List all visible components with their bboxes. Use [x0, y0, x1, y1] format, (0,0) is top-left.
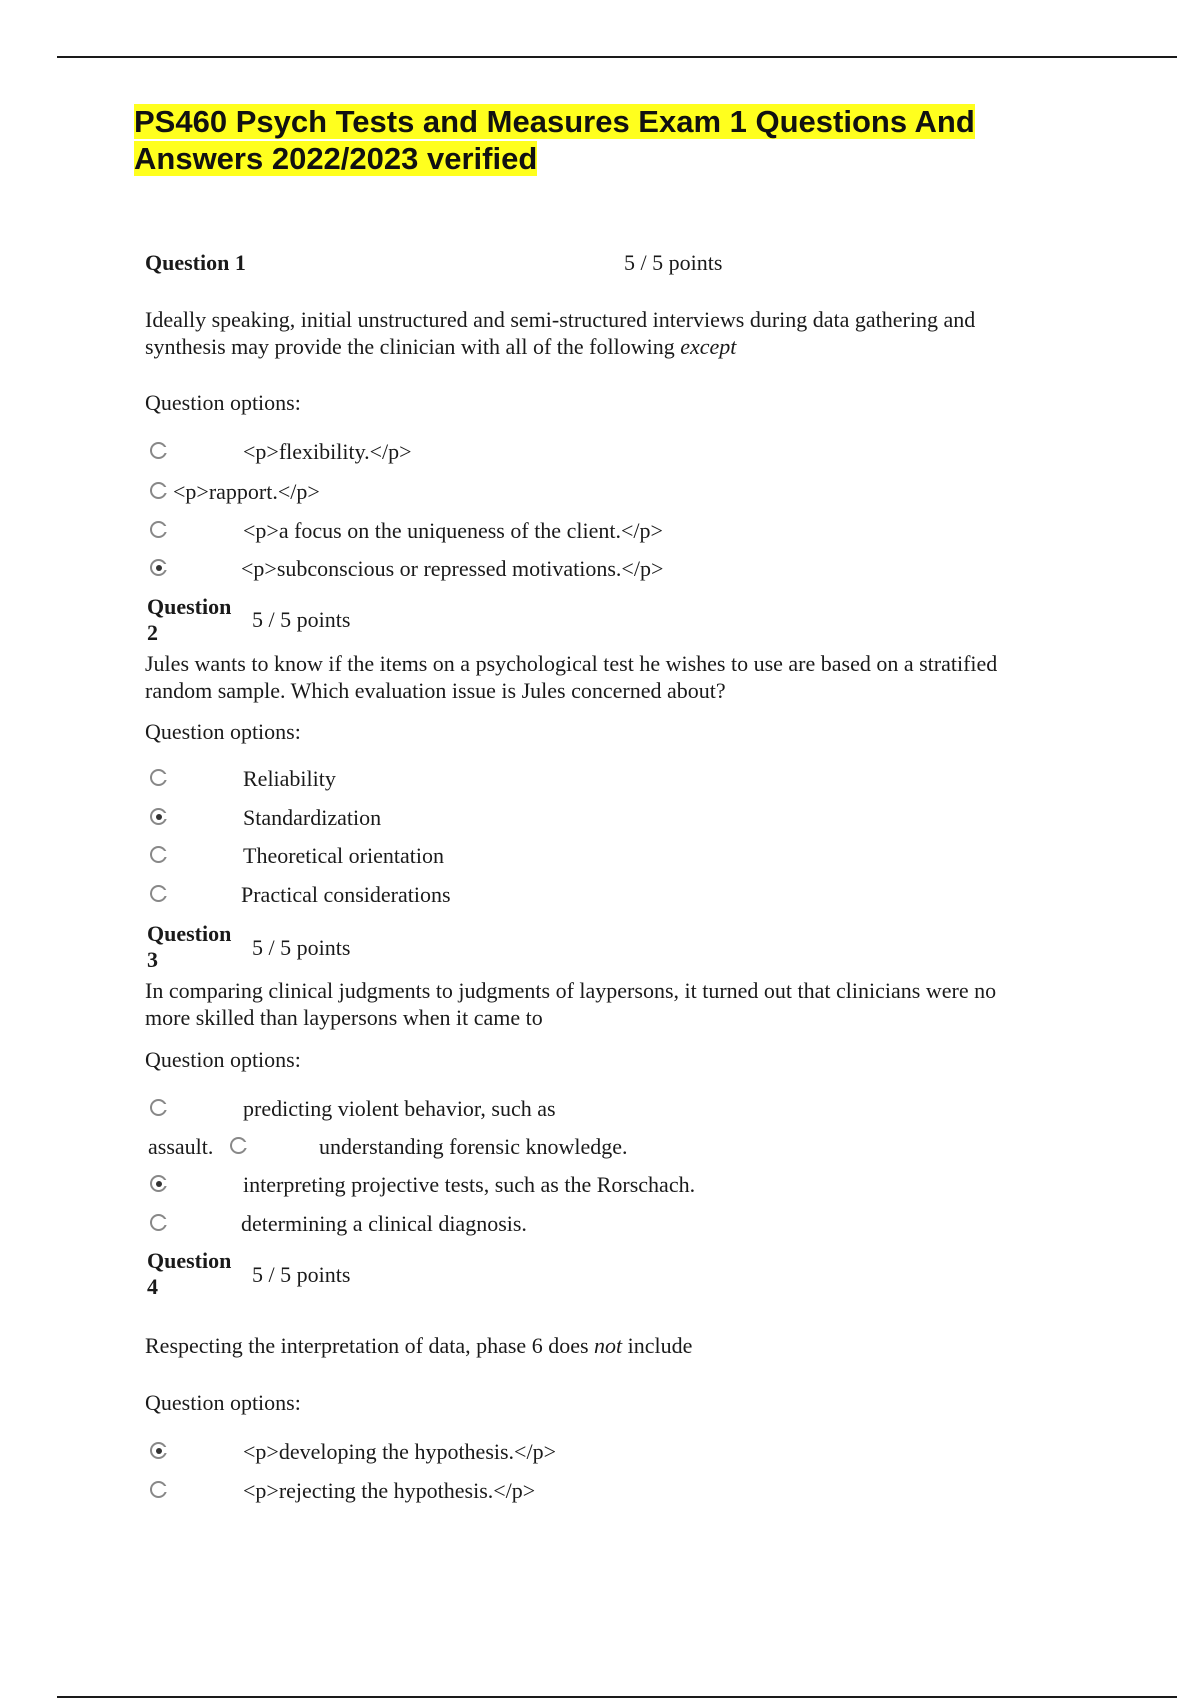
question-2-text [145, 650, 1095, 704]
question-2-label-word: Question [147, 594, 232, 619]
top-rule [57, 56, 1177, 58]
question-2-option-3-radio[interactable] [150, 846, 167, 863]
question-4-option-1: <p>developing the hypothesis.</p> [243, 1439, 556, 1464]
title-line-1: PS460 Psych Tests and Measures Exam 1 Questions And [134, 104, 975, 139]
question-2-label-number: 2 [147, 620, 158, 645]
question-4-option-2-radio[interactable] [150, 1481, 167, 1498]
question-4-label-word: Question [147, 1248, 232, 1273]
question-4-option-2: <p>rejecting the hypothesis.</p> [243, 1478, 536, 1503]
question-3-option-4-radio[interactable] [150, 1214, 167, 1231]
question-2-option-1: Reliability [243, 766, 336, 791]
question-3-label-number: 3 [147, 947, 158, 972]
question-3-option-1: predicting violent behavior, such as [243, 1096, 556, 1121]
question-2-option-1-radio[interactable] [150, 769, 167, 786]
question-1-option-1: <p>flexibility.</p> [243, 439, 412, 464]
question-3-option-1-radio[interactable] [150, 1099, 167, 1116]
question-4-label [147, 1248, 231, 1300]
question-2-label [147, 594, 231, 646]
question-1-label: Question 1 [145, 250, 246, 275]
question-4-text-prefix: Respecting the interpretation of data, phase 6 does [145, 1333, 595, 1358]
document-title [134, 103, 1034, 177]
question-1-option-4: <p>subconscious or repressed motivations.</p> [241, 556, 664, 581]
question-1-option-2: <p>rapport.</p> [173, 479, 320, 504]
question-4-options-header: Question options: [145, 1390, 301, 1415]
question-4-text [145, 1332, 1095, 1359]
question-2-options-header: Question options: [145, 719, 301, 744]
question-2-text-line-1: Jules wants to know if the items on a psychological test he wishes to use are based on a stratified [145, 651, 998, 676]
question-1-text-line-2: synthesis may provide the clinician with all of the following [145, 334, 681, 359]
question-4-emphasis: not [594, 1333, 623, 1358]
question-4-option-1-radio[interactable] [150, 1442, 167, 1459]
question-2-option-4-radio[interactable] [150, 885, 167, 902]
question-1-option-3-radio[interactable] [150, 521, 167, 538]
question-1-text [145, 306, 1095, 360]
question-3-option-1-continuation: assault. [148, 1134, 214, 1159]
question-4-text-suffix: include [622, 1333, 693, 1358]
question-3-option-4: determining a clinical diagnosis. [241, 1211, 527, 1236]
title-line-2: Answers 2022/2023 verified [134, 141, 538, 176]
question-1-text-line-1: Ideally speaking, initial unstructured and semi-structured interviews during data gathering and [145, 307, 976, 332]
question-1-option-3: <p>a focus on the uniqueness of the client.</p> [243, 518, 663, 543]
question-1-option-2-radio[interactable] [150, 482, 167, 499]
question-3-label-word: Question [147, 921, 232, 946]
question-2-option-4: Practical considerations [241, 882, 451, 907]
question-1-option-1-radio[interactable] [150, 442, 167, 459]
question-3-option-2: understanding forensic knowledge. [319, 1134, 628, 1159]
question-3-text-line-2: more skilled than laypersons when it came to [145, 1005, 543, 1030]
question-3-text-line-1: In comparing clinical judgments to judgments of laypersons, it turned out that clinicians were no [145, 978, 997, 1003]
question-4-label-number: 4 [147, 1274, 158, 1299]
question-2-option-2-radio[interactable] [150, 808, 167, 825]
question-3-options-header: Question options: [145, 1047, 301, 1072]
question-3-text [145, 977, 1095, 1031]
question-2-option-3: Theoretical orientation [243, 843, 444, 868]
question-3-option-3-radio[interactable] [150, 1175, 167, 1192]
question-3-label [147, 921, 231, 973]
question-1-option-4-radio[interactable] [150, 559, 167, 576]
question-2-points: 5 / 5 points [252, 607, 351, 632]
question-2-option-2: Standardization [243, 805, 382, 830]
question-3-points: 5 / 5 points [252, 935, 351, 960]
question-2-text-line-2: random sample. Which evaluation issue is Jules concerned about? [145, 678, 726, 703]
question-3-option-2-radio[interactable] [230, 1137, 247, 1154]
bottom-rule [57, 1696, 1177, 1698]
question-1-options-header: Question options: [145, 390, 301, 415]
question-3-option-3: interpreting projective tests, such as the Rorschach. [243, 1172, 696, 1197]
question-4-points: 5 / 5 points [252, 1262, 351, 1287]
question-1-emphasis: except [680, 334, 737, 359]
question-1-points: 5 / 5 points [624, 250, 723, 275]
